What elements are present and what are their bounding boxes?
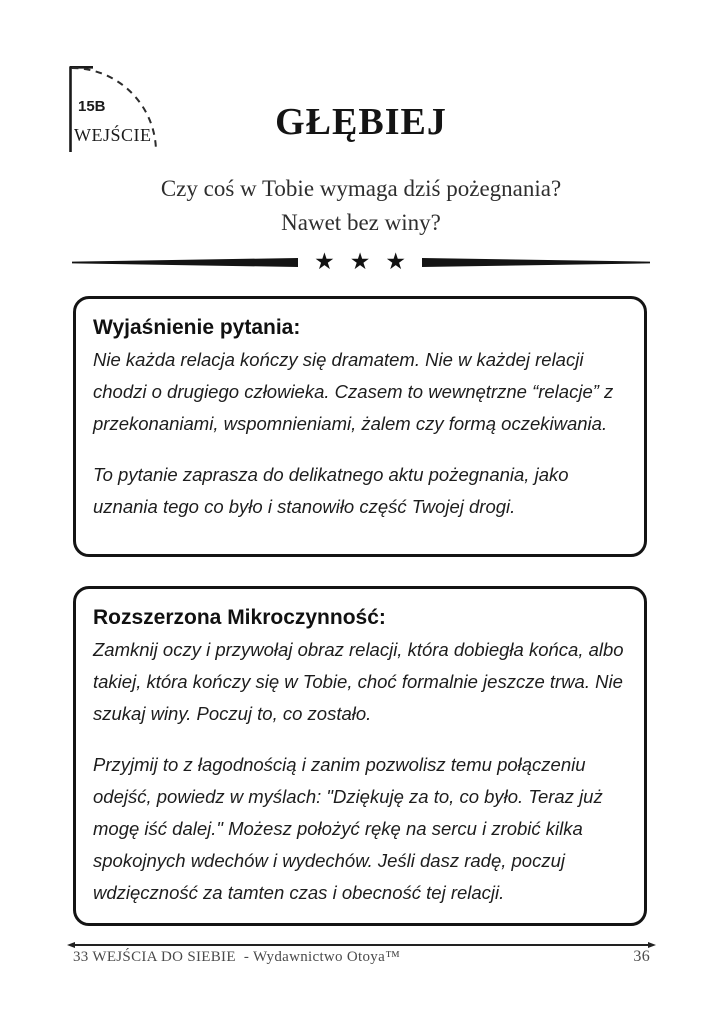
- explanation-box: [73, 296, 647, 557]
- microaction-paragraph-1: Zamknij oczy i przywołaj obraz relacji, która dobiegła końca, albo takiej, która kończy się w Tobie, choć formalnie jeszcze trwa. Nie szukaj winy. Poczuj to, co zostało.: [93, 639, 624, 724]
- page-title: GŁĘBIEJ: [275, 101, 447, 143]
- page-subtitle: [0, 172, 722, 240]
- footer-page-number: 36: [633, 948, 650, 965]
- star-icon: ★: [349, 248, 371, 275]
- footer: [73, 948, 650, 966]
- subtitle-line-2: Nawet bez winy?: [281, 210, 441, 235]
- microaction-box-heading: Rozszerzona Mikroczynność:: [93, 606, 386, 629]
- divider-line-left: [72, 258, 298, 267]
- star-icon: ★: [314, 248, 335, 275]
- microaction-paragraph-2: Przyjmij to z łagodnością i zanim pozwolisz temu połączeniu odejść, powiedz w myślach: "Dziękuję za to, co było. Teraz już mogę iść dalej." Możesz położyć rękę na sercu i zrobić kilka spokojnych wdechów i wydechów. Jeśli dasz radę, poczuj wdzięczność za tamten czas i obecność tej relacji.: [93, 754, 603, 903]
- explanation-box-heading: Wyjaśnienie pytania:: [93, 316, 301, 339]
- star-divider: [72, 250, 650, 274]
- badge-number: 15B: [78, 98, 106, 115]
- badge-label: WEJŚCIE: [74, 125, 152, 145]
- explanation-paragraph-2: To pytanie zaprasza do delikatnego aktu pożegnania, jako uznania tego co było i stanowiło część Twojej drogi.: [93, 464, 569, 517]
- footer-book-title: 33 WEJŚCIA DO SIEBIE - Wydawnictwo Otoya™: [73, 949, 401, 965]
- footer-rule-line: [75, 944, 648, 946]
- microaction-box: [73, 586, 647, 926]
- subtitle-line-1: Czy coś w Tobie wymaga dziś pożegnania?: [160, 176, 562, 201]
- divider-stars: [314, 248, 406, 275]
- divider-line-right: [422, 258, 650, 267]
- explanation-paragraph-1: Nie każda relacja kończy się dramatem. Nie w każdej relacji chodzi o drugiego człowieka. Czasem to wewnętrzne “relacje” z przekonaniami, wspomnieniami, żalem czy formą oczekiwania.: [93, 349, 614, 434]
- star-icon: ★: [385, 248, 406, 275]
